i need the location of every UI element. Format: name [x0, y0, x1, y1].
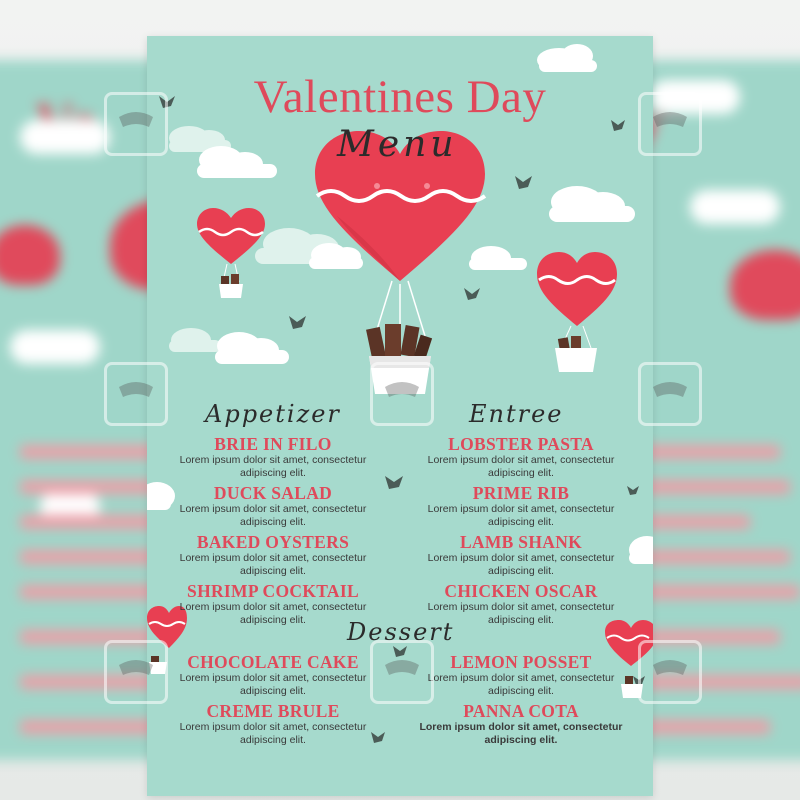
- item-name: BAKED OYSTERS: [196, 532, 350, 552]
- cloud-icon: [537, 44, 597, 72]
- item-description: Lorem ipsum dolor sit amet, consectetur adipiscing elit.: [427, 672, 615, 697]
- item-description: Lorem ipsum dolor sit amet, consectetur adipiscing elit.: [179, 454, 367, 479]
- item-description: Lorem ipsum dolor sit amet, consectetur adipiscing elit.: [179, 721, 367, 746]
- cloud-icon: [549, 186, 635, 222]
- item-description: Lorem ipsum dolor sit amet, consectetur adipiscing elit.: [179, 672, 367, 697]
- item-description: Lorem ipsum dolor sit amet, consectetur adipiscing elit.: [179, 503, 367, 528]
- watermark-mask-icon: [638, 362, 702, 426]
- appetizer-list: [153, 434, 393, 630]
- item-description: Lorem ipsum dolor sit amet, consectetur adipiscing elit.: [427, 601, 615, 626]
- item-name: LOBSTER PASTA: [448, 434, 594, 454]
- menu-item: [153, 701, 393, 747]
- watermark-mask-icon: [104, 362, 168, 426]
- cloud-icon: [469, 246, 527, 270]
- watermark-mask-icon: [638, 640, 702, 704]
- item-description: Lorem ipsum dolor sit amet, consectetur adipiscing elit.: [427, 454, 615, 479]
- menu-item: [401, 532, 641, 578]
- entree-list: [401, 434, 641, 630]
- watermark-mask-icon: [370, 640, 434, 704]
- section-heading-dessert: Dessert: [347, 618, 455, 646]
- item-description: Lorem ipsum dolor sit amet, consectetur adipiscing elit.: [427, 552, 615, 577]
- dessert-list-left: [153, 652, 393, 750]
- item-name: PANNA COTA: [463, 701, 579, 721]
- cloud-icon: [169, 328, 221, 352]
- item-name: SHRIMP COCKTAIL: [187, 581, 359, 601]
- item-name: PRIME RIB: [472, 483, 570, 503]
- cloud-icon: [215, 332, 289, 364]
- item-description: Lorem ipsum dolor sit amet, consectetur adipiscing elit.: [179, 601, 367, 626]
- menu-item: [401, 434, 641, 480]
- item-name: CREME BRULE: [206, 701, 340, 721]
- watermark-mask-icon: [638, 92, 702, 156]
- watermark-mask-icon: [370, 362, 434, 426]
- watermark-mask-icon: [104, 92, 168, 156]
- item-name: LAMB SHANK: [459, 532, 583, 552]
- page-subtitle: Menu: [337, 124, 458, 165]
- menu-item: [153, 532, 393, 578]
- section-heading-entree: Entree: [469, 400, 564, 428]
- menu-item: [401, 701, 641, 747]
- watermark-mask-icon: [104, 640, 168, 704]
- cloud-icon: [309, 243, 363, 269]
- item-description: Lorem ipsum dolor sit amet, consectetur adipiscing elit.: [179, 552, 367, 577]
- menu-item: [401, 483, 641, 529]
- menu-item: [401, 652, 641, 698]
- cloud-icon: [197, 146, 277, 178]
- item-description: Lorem ipsum dolor sit amet, consectetur adipiscing elit.: [427, 503, 615, 528]
- section-heading-appetizer: Appetizer: [205, 400, 341, 428]
- menu-item: [153, 434, 393, 480]
- item-name: CHICKEN OSCAR: [444, 581, 598, 601]
- item-name: DUCK SALAD: [213, 483, 333, 503]
- menu-item: [153, 652, 393, 698]
- item-name: CHOCOLATE CAKE: [187, 652, 359, 672]
- item-name: BRIE IN FILO: [214, 434, 332, 454]
- item-description: Lorem ipsum dolor sit amet, consectetur adipiscing elit.: [419, 721, 623, 746]
- dessert-list-right: [401, 652, 641, 750]
- item-name: LEMON POSSET: [450, 652, 592, 672]
- heart-balloon-icon: [537, 252, 617, 372]
- heart-balloon-icon: [197, 208, 265, 298]
- page-title: Valentines Day: [253, 71, 547, 123]
- menu-item: [153, 483, 393, 529]
